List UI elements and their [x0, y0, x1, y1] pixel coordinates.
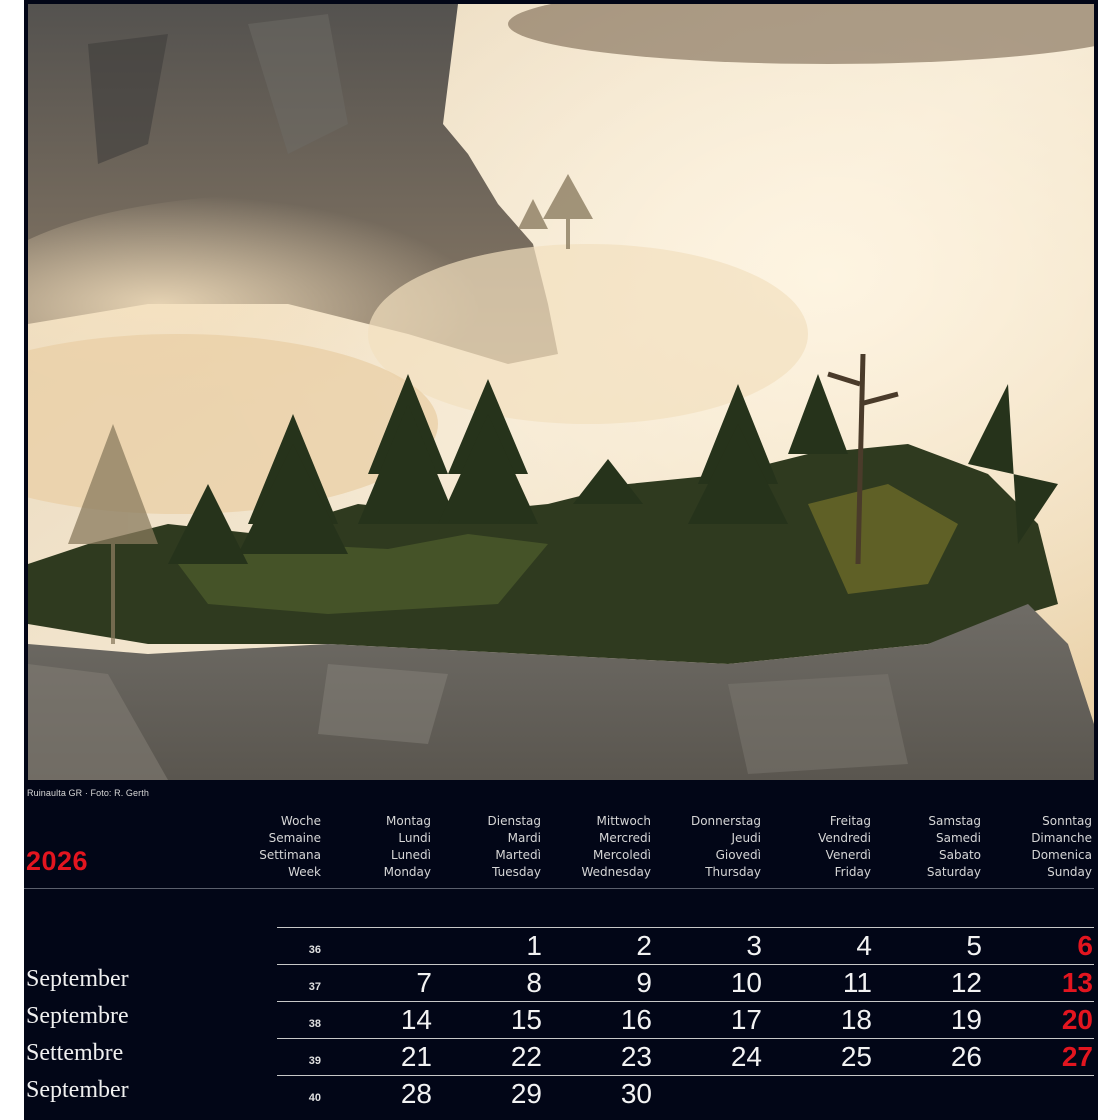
day-cell: 14 [400, 1004, 432, 1035]
day-cell: 18 [840, 1004, 872, 1035]
day-cell: 26 [950, 1041, 982, 1072]
month-name-fr: Septembre [26, 1003, 129, 1029]
week-number: 40 [308, 1092, 321, 1104]
day-cell: 9 [636, 967, 652, 998]
row-divider [277, 1038, 1094, 1039]
week-number: 39 [308, 1055, 321, 1067]
day-header-saturday: Samstag Samedi Sabato Saturday [926, 814, 981, 879]
day-cell: 28 [400, 1078, 432, 1109]
day-cell: 5 [966, 930, 982, 961]
week-column-header [211, 813, 321, 881]
month-name-de: September [26, 966, 129, 992]
week-header-fr: Semaine [268, 831, 321, 845]
day-cell: 24 [730, 1041, 762, 1072]
calendar-year: 2026 [26, 846, 89, 876]
day-cell: 15 [510, 1004, 542, 1035]
month-name-en: September [26, 1077, 129, 1103]
day-header-tuesday: Dienstag Mardi Martedì Tuesday [487, 814, 541, 879]
day-header-friday: Freitag Vendredi Venerdì Friday [818, 814, 871, 879]
day-cell: 1 [526, 930, 542, 961]
month-name-it: Settembre [26, 1040, 124, 1066]
day-cell: 16 [620, 1004, 652, 1035]
day-cell: 12 [950, 967, 982, 998]
day-header-thursday: Donnerstag Jeudi Giovedì Thursday [690, 814, 761, 879]
week-header-en: Week [288, 865, 321, 879]
day-cell: 29 [510, 1078, 542, 1109]
day-header-monday: Montag Lundi Lunedì Monday [383, 814, 431, 879]
day-cell: 30 [620, 1078, 652, 1109]
calendar-page [24, 0, 1098, 1120]
week-number: 36 [308, 944, 321, 956]
day-cell: 17 [730, 1004, 762, 1035]
row-divider [277, 964, 1094, 965]
landscape-photo [28, 4, 1094, 780]
row-divider [277, 1001, 1094, 1002]
day-cell: 21 [400, 1041, 432, 1072]
day-header-sunday: Sonntag Dimanche Domenica Sunday [1031, 814, 1092, 879]
photo-credit: Ruinaulta GR · Foto: R. Gerth [27, 788, 149, 798]
sunday-cell: 13 [1061, 967, 1093, 998]
day-cell: 25 [840, 1041, 872, 1072]
day-cell: 10 [730, 967, 762, 998]
day-cell: 3 [746, 930, 762, 961]
sunday-cell: 6 [1077, 930, 1093, 961]
day-cell: 4 [856, 930, 872, 961]
day-cell: 23 [620, 1041, 652, 1072]
day-cell: 22 [510, 1041, 542, 1072]
row-divider [277, 927, 1094, 928]
sunday-cell: 27 [1061, 1041, 1093, 1072]
week-number: 38 [308, 1018, 321, 1030]
day-cell: 19 [950, 1004, 982, 1035]
day-cell: 11 [842, 967, 872, 998]
header-divider [24, 888, 1094, 889]
day-cell: 8 [526, 967, 542, 998]
day-header-wednesday: Mittwoch Mercredi Mercoledì Wednesday [581, 814, 651, 879]
day-cell: 7 [416, 967, 432, 998]
week-header-de: Woche [280, 814, 321, 828]
week-header-it: Settimana [259, 848, 321, 862]
photo-illustration [28, 4, 1094, 780]
sunday-cell: 20 [1061, 1004, 1093, 1035]
day-cell: 2 [636, 930, 652, 961]
week-number: 37 [308, 981, 321, 993]
row-divider [277, 1075, 1094, 1076]
